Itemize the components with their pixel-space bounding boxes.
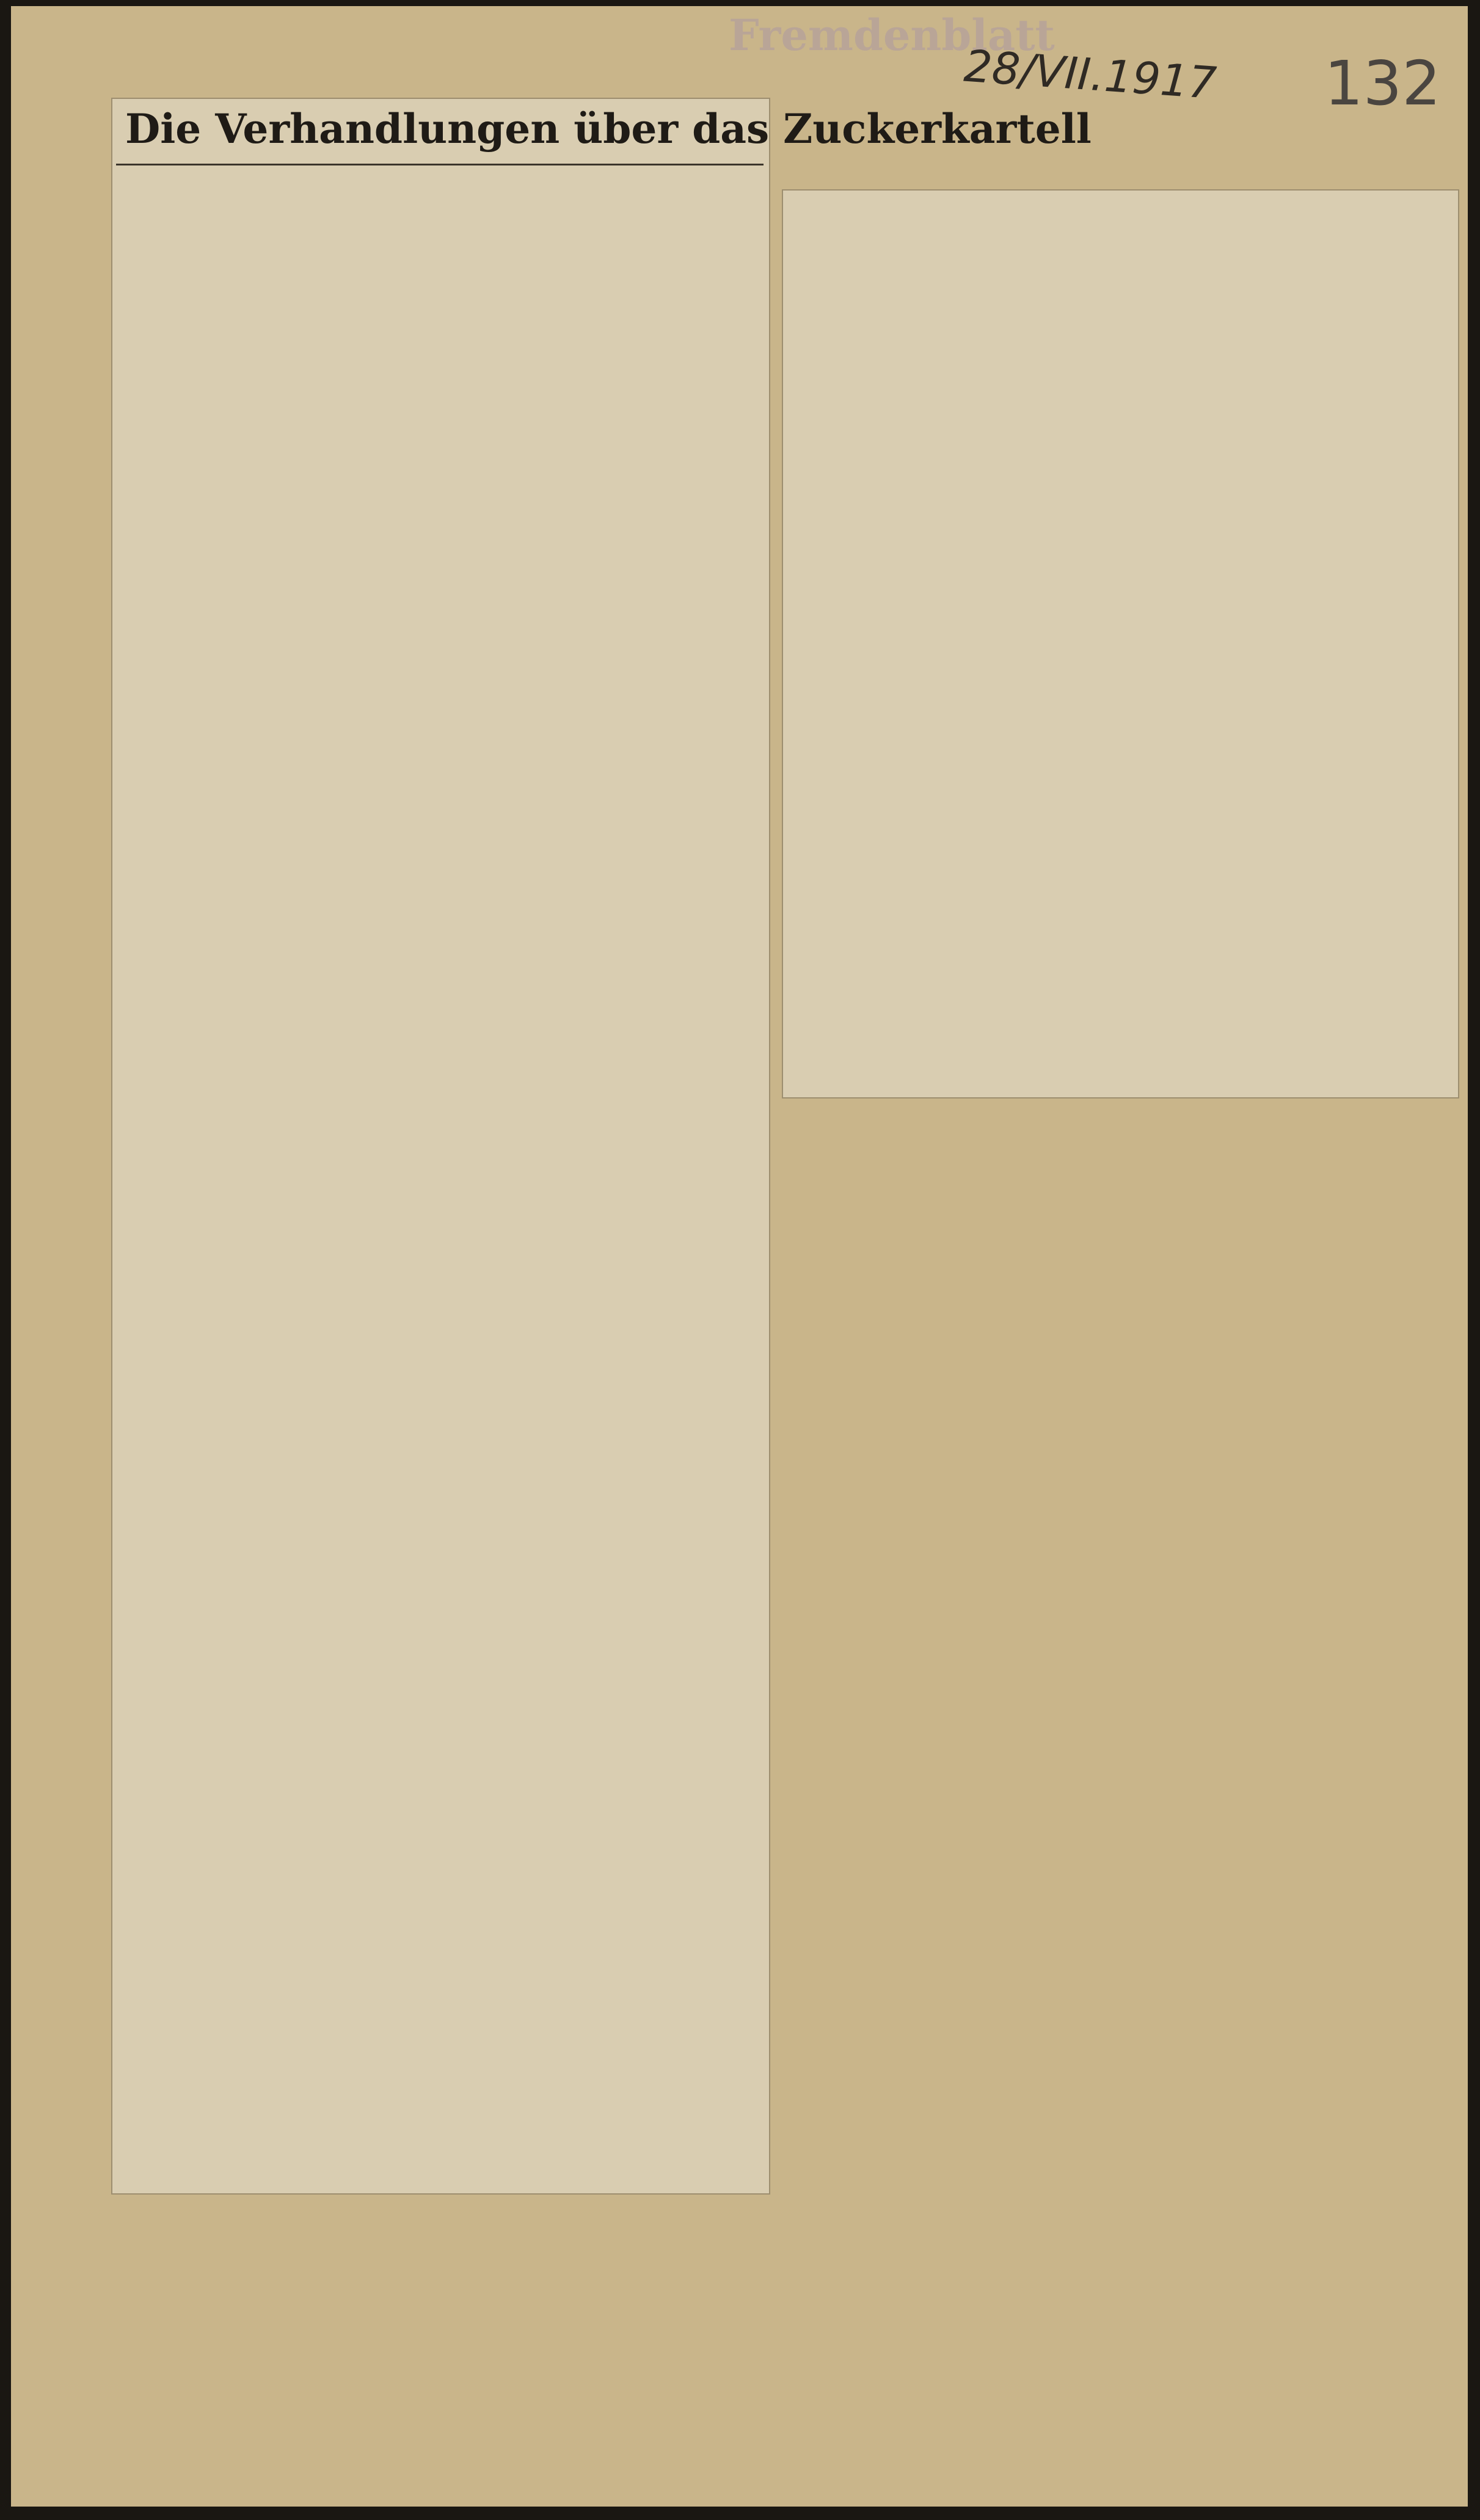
- clipping-left: [111, 98, 1092, 2195]
- page-number: 132: [1324, 48, 1441, 119]
- handwritten-date: 28/VII.1917: [962, 40, 1219, 109]
- headline-rule: [116, 164, 764, 165]
- newspaper-stamp: Fremdenblatt: [729, 10, 1055, 60]
- article-headline: Die Verhandlungen über das Zuckerkartell: [125, 105, 1092, 153]
- clipping-right: [782, 189, 1459, 1098]
